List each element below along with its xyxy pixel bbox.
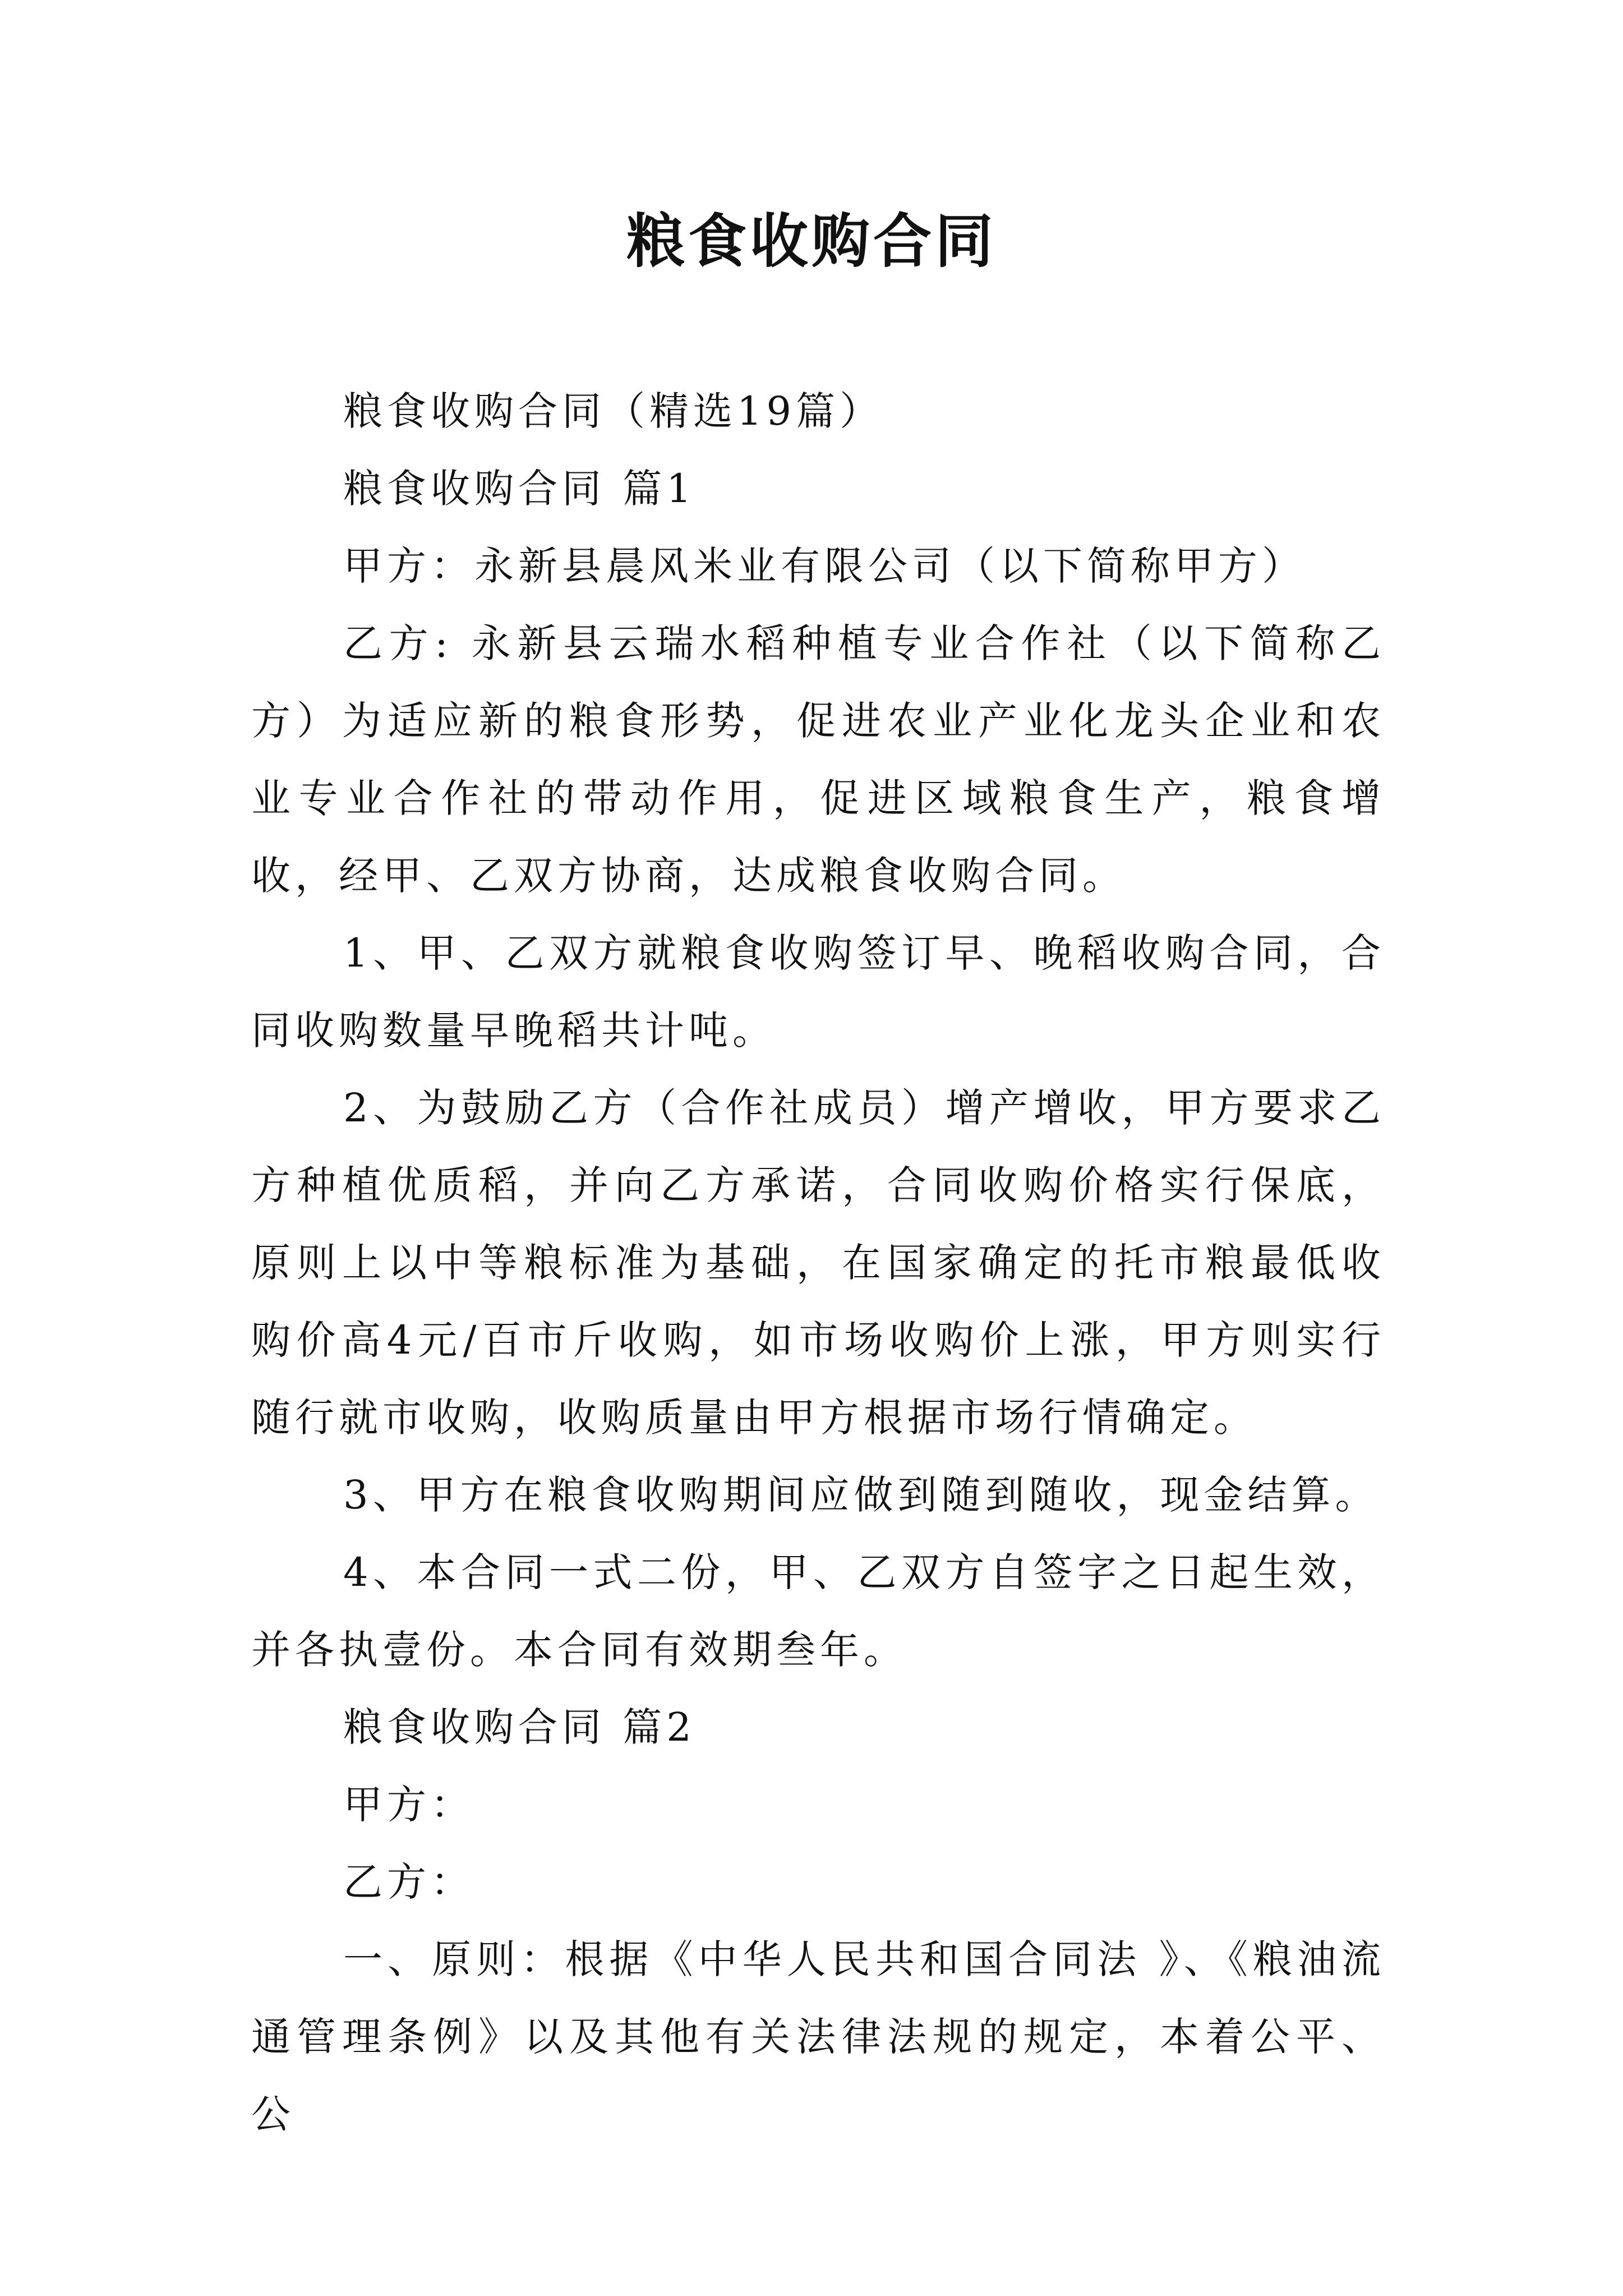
party-a-line: 甲方：永新县晨风米业有限公司（以下简称甲方）	[343, 543, 1306, 589]
principle-paragraph: 一、原则：根据《中华人民共和国合同法 》、《粮油流通管理条例》以及其他有关法律法规的规定，本着公平、公	[251, 1936, 1385, 2137]
clause-4: 4、本合同一式二份，甲、乙双方自签字之日起生效，并各执壹份。本合同有效期叁年。	[251, 1549, 1385, 1673]
party-b-blank: 乙方：	[343, 1859, 474, 1905]
document-title: 粮食收购合同	[626, 206, 997, 275]
party-a-blank: 甲方：	[343, 1782, 474, 1828]
section-heading-1: 粮食收购合同 篇1	[343, 466, 696, 512]
clause-2: 2、为鼓励乙方（合作社成员）增产增收，甲方要求乙方种植优质稻，并向乙方承诺，合同收购价格实行保底，原则上以中等粮标准为基础，在国家确定的托市粮最低收购价高4元/百市斤收购，如市场收购价上涨，甲方则实行随行就市收购，收购质量由甲方根据市场行情确定。	[251, 1085, 1385, 1441]
document-body	[251, 372, 1385, 2153]
paragraph-subtitle: 粮食收购合同（精选19篇）	[343, 388, 884, 434]
party-b-paragraph: 乙方: 永新县云瑞水稻种植专业合作社（以下简称乙方）为适应新的粮食形势，促进农业产业化龙头企业和农业专业合作社的带动作用，促进区域粮食生产，粮食增收，经甲、乙双方协商，达成粮食收购合同。	[251, 620, 1385, 899]
clause-3: 3、甲方在粮食收购期间应做到随到随收，现金结算。	[343, 1472, 1379, 1518]
section-heading-2: 粮食收购合同 篇2	[343, 1704, 696, 1750]
clause-1: 1、甲、乙双方就粮食收购签订早、晚稻收购合同，合同收购数量早晚稻共计吨。	[251, 930, 1385, 1053]
